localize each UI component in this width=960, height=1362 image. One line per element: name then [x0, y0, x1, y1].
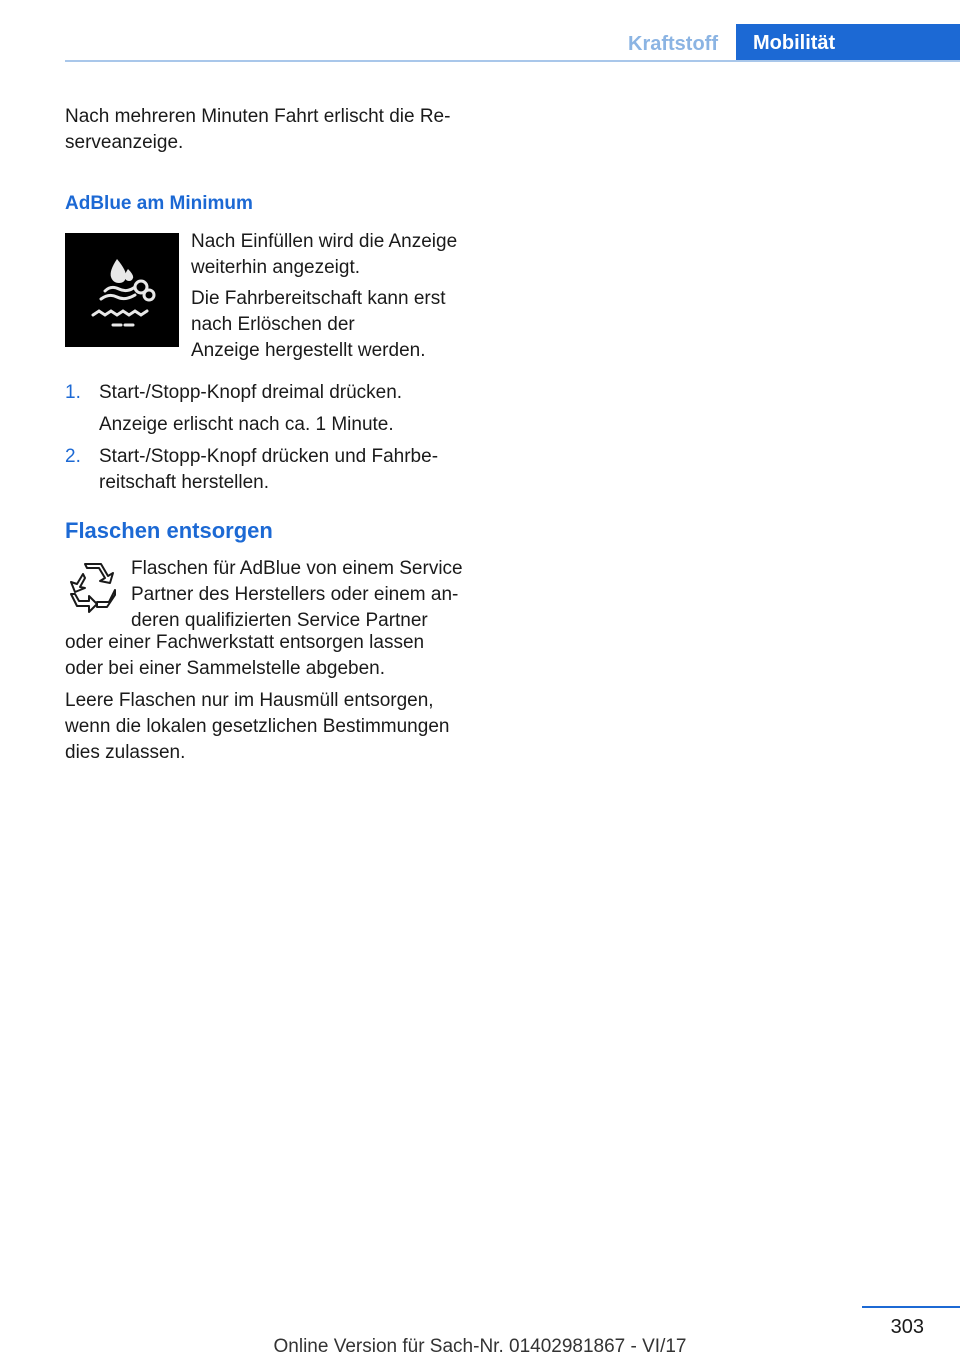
- bottles-p2-line-2: wenn die lokalen gesetzlichen Bestimmungen: [65, 716, 450, 737]
- step-2-line-2: reitschaft herstellen.: [99, 472, 270, 493]
- header-tab-mobilitaet[interactable]: Mobilität: [736, 24, 960, 62]
- recycle-icon: [65, 560, 121, 616]
- step-2-number: 2.: [65, 446, 81, 467]
- section-heading-adblue-minimum: AdBlue am Minimum: [65, 193, 253, 214]
- adblue-p2-line-3: Anzeige hergestellt werden.: [191, 340, 426, 361]
- page-number: 303: [890, 1316, 924, 1338]
- bottles-line-1: Flaschen für AdBlue von einem Service: [131, 558, 463, 579]
- bottles-p2-line-3: dies zulassen.: [65, 742, 186, 763]
- step-1-number: 1.: [65, 382, 81, 403]
- bottles-line-4: oder einer Fachwerkstatt entsorgen lassen: [65, 632, 425, 653]
- step-2-line-1: Start-/Stopp-Knopf drücken und Fahrbe-: [99, 446, 439, 467]
- step-1-note: Anzeige erlischt nach ca. 1 Minute.: [99, 414, 394, 435]
- intro-line-1: Nach mehreren Minuten Fahrt erlischt die Re-: [65, 106, 451, 127]
- adblue-p1-line-1: Nach Einfüllen wird die Anzeige: [191, 231, 458, 252]
- bottles-line-5: oder bei einer Sammelstelle abgeben.: [65, 658, 386, 679]
- adblue-p1-line-2: weiterhin angezeigt.: [191, 257, 360, 278]
- bottles-p2-line-1: Leere Flaschen nur im Hausmüll entsorgen,: [65, 690, 434, 711]
- footer-divider: [862, 1306, 960, 1308]
- header-tab-kraftstoff[interactable]: Kraftstoff: [628, 33, 718, 55]
- bottles-line-2: Partner des Herstellers oder einem an-: [131, 584, 459, 605]
- step-1-text: Start-/Stopp-Knopf dreimal drücken.: [99, 382, 403, 403]
- header-divider: [65, 60, 960, 62]
- adblue-p2-line-1: Die Fahrbereitschaft kann erst: [191, 288, 446, 309]
- adblue-warning-icon: [65, 233, 179, 347]
- bottles-line-3: deren qualifizierten Service Partner: [131, 610, 428, 631]
- adblue-p2-line-2: nach Erlöschen der: [191, 314, 355, 335]
- section-heading-flaschen-entsorgen: Flaschen entsorgen: [65, 518, 273, 543]
- intro-line-2: serveanzeige.: [65, 132, 184, 153]
- online-version-note: Online Version für Sach-Nr. 01402981867 - VI/17: [273, 1336, 687, 1357]
